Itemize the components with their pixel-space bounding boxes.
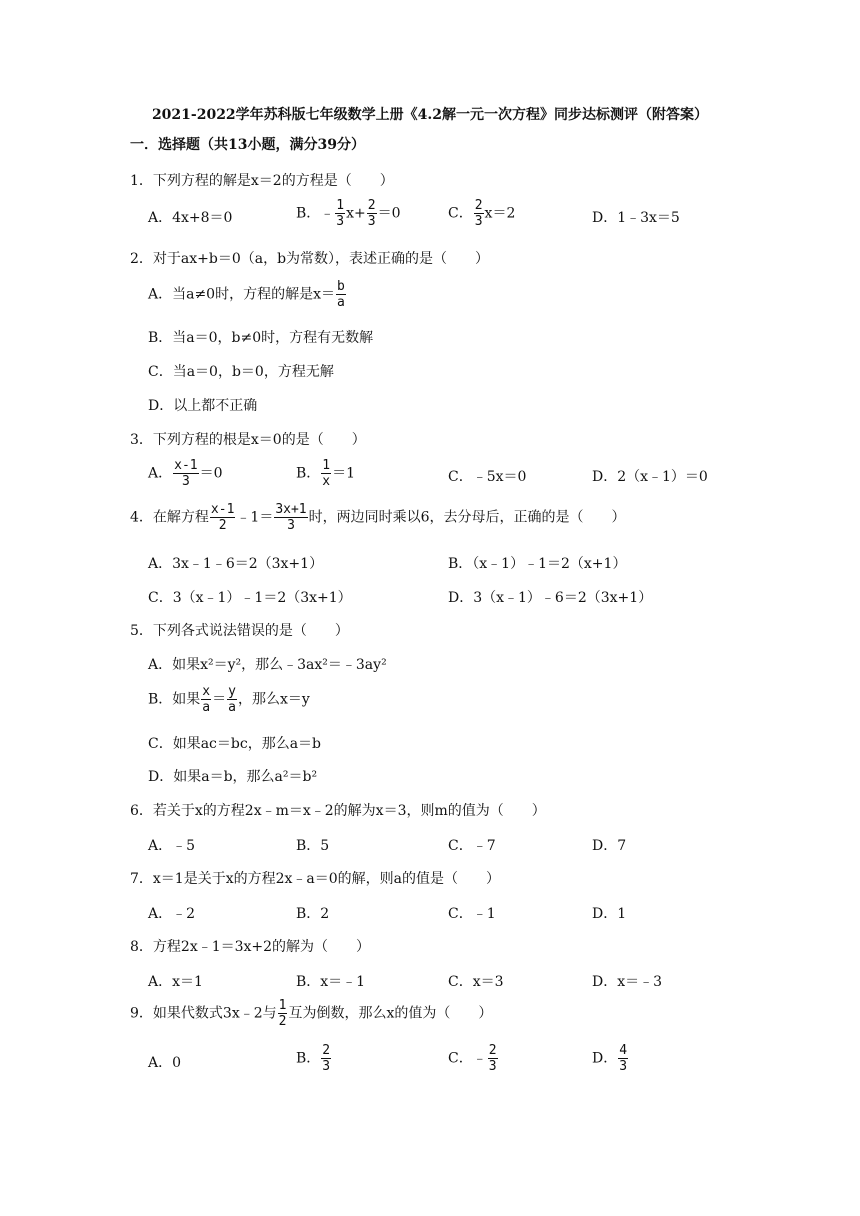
q8-option-c: C．x＝3 xyxy=(448,974,504,990)
q5-option-c: C．如果ac＝bc，那么a＝b xyxy=(148,736,322,752)
q6-option-b: B．5 xyxy=(296,838,330,854)
q6-option-a: A．﹣5 xyxy=(148,838,196,854)
fraction: $\frac{2}{3}$ xyxy=(322,1043,331,1074)
q9-option-a: A．0 xyxy=(148,1055,182,1071)
q7-option-d: D．1 xyxy=(592,906,627,922)
fraction: $\frac{x-1}{3}$ xyxy=(174,458,198,489)
q7-option-b: B．2 xyxy=(296,906,330,922)
fraction: $\frac{1}{x}$ xyxy=(322,458,331,489)
q2-option-d: D．以上都不正确 xyxy=(148,398,258,414)
q1-option-d: D．1﹣3x＝5 xyxy=(592,210,680,226)
fraction: $\frac{2}{3}$ xyxy=(488,1043,497,1074)
fraction: $\frac{3x+1}{3}$ xyxy=(275,502,307,533)
q3-option-b: B． $\frac{1}{x}$ ＝1 xyxy=(296,458,356,489)
q9-option-d: D． $\frac{4}{3}$ xyxy=(592,1043,628,1074)
question-7: 7．x＝1是关于x的方程2x﹣a＝0的解，则a的值是（ ） xyxy=(130,871,501,887)
fraction: $\frac{2}{3}$ xyxy=(474,198,483,229)
question-5: 5．下列各式说法错误的是（ ） xyxy=(130,623,349,639)
q6-option-c: C．﹣7 xyxy=(448,838,496,854)
fraction: $\frac{y}{a}$ xyxy=(228,684,236,715)
page-title: 2021-2022学年苏科版七年级数学上册《4.2解一元一次方程》同步达标测评（附答案） xyxy=(151,107,709,123)
fraction: $\frac{1}{2}$ xyxy=(278,998,287,1029)
q8-option-b: B．x＝﹣1 xyxy=(296,974,366,990)
q9-option-b: B． $\frac{2}{3}$ xyxy=(296,1043,331,1074)
q4-option-c: C．3（x﹣1）﹣1＝2（3x+1） xyxy=(148,590,352,606)
q4-option-b: B．（x﹣1）﹣1＝2（x+1） xyxy=(448,556,627,572)
q3-option-c: C．﹣5x＝0 xyxy=(448,469,527,485)
question-2: 2．对于ax+b＝0（a，b为常数），表述正确的是（ ） xyxy=(130,251,490,267)
q9-option-c: C．﹣ $\frac{2}{3}$ xyxy=(448,1043,497,1074)
question-8: 8．方程2x﹣1＝3x+2的解为（ ） xyxy=(130,939,371,955)
question-4: 4．在解方程 $\frac{x-1}{2}$ ﹣1＝ $\frac{3x+1}{3}$ 时，两边同时乘以6，去分母后，正确的是（ ） xyxy=(130,502,626,533)
question-6: 6．若关于x的方程2x﹣m＝x﹣2的解为x＝3，则m的值为（ ） xyxy=(130,803,546,819)
q8-option-d: D．x＝﹣3 xyxy=(592,974,663,990)
q4-option-d: D．3（x﹣1）﹣6＝2（3x+1） xyxy=(448,590,653,606)
q1-option-b: B．﹣ $\frac{1}{3}$ x+ $\frac{2}{3}$ ＝0 xyxy=(296,198,401,229)
fraction: $\frac{1}{3}$ xyxy=(336,198,345,229)
q7-option-a: A．﹣2 xyxy=(148,906,196,922)
question-9: 9．如果代数式3x﹣2与 $\frac{1}{2}$ 互为倒数，那么x的值为（ ） xyxy=(130,998,493,1029)
fraction: $\frac{b}{a}$ xyxy=(337,279,345,310)
fraction: $\frac{x}{a}$ xyxy=(202,684,211,715)
fraction: $\frac{4}{3}$ xyxy=(619,1043,628,1074)
q6-option-d: D．7 xyxy=(592,838,627,854)
q5-option-d: D．如果a＝b，那么a²＝b² xyxy=(148,769,318,785)
q3-option-d: D．2（x﹣1）＝0 xyxy=(592,469,708,485)
q8-option-a: A．x＝1 xyxy=(148,974,203,990)
q2-option-b: B．当a＝0，b≠0时，方程有无数解 xyxy=(148,330,374,346)
q1-option-a: A．4x+8＝0 xyxy=(148,210,233,226)
q7-option-c: C．﹣1 xyxy=(448,906,496,922)
q2-option-a: A．当a≠0时，方程的解是x＝ $\frac{b}{a}$ xyxy=(148,279,345,310)
question-3: 3．下列方程的根是x＝0的是（ ） xyxy=(130,432,366,448)
q4-option-a: A．3x﹣1﹣6＝2（3x+1） xyxy=(148,556,324,572)
fraction: $\frac{2}{3}$ xyxy=(367,198,376,229)
q2-option-c: C．当a＝0，b＝0，方程无解 xyxy=(148,364,334,380)
q5-option-a: A．如果x²＝y²，那么﹣3ax²＝﹣3ay² xyxy=(148,657,387,673)
q5-option-b: B．如果 $\frac{x}{a}$ ＝ $\frac{y}{a}$ ，那么x＝y xyxy=(148,684,310,715)
section-heading: 一．选择题（共13小题，满分39分） xyxy=(130,137,365,153)
question-1: 1．下列方程的解是x＝2的方程是（ ） xyxy=(130,173,394,189)
q1-option-c: C． $\frac{2}{3}$ x＝2 xyxy=(448,198,516,229)
q3-option-a: A． $\frac{x-1}{3}$ ＝0 xyxy=(148,458,223,489)
fraction: $\frac{x-1}{2}$ xyxy=(210,502,235,533)
